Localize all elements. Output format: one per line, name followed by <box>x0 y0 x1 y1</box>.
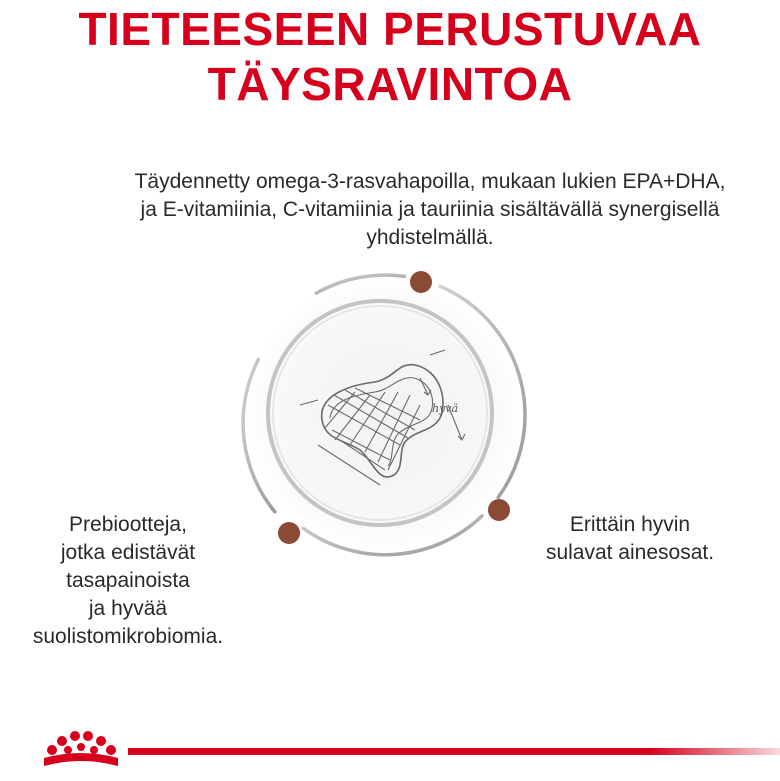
benefit-left-line-1: Prebiootteja, <box>69 513 187 536</box>
title-line-1: TIETEESEEN PERUSTUVAA <box>78 3 702 55</box>
benefit-dot-top <box>410 271 432 293</box>
benefit-top-line-2: ja E-vitamiinia, C-vitamiinia ja tauriinia sisältävällä synergisellä <box>140 198 720 221</box>
benefit-left-line-3: tasapainoista <box>66 569 190 592</box>
benefit-right-line-2: sulavat ainesosat. <box>545 541 715 564</box>
benefit-right-line-1: Erittäin hyvin <box>569 513 691 536</box>
benefit-left-line-2: jotka edistävät <box>60 541 196 564</box>
benefit-dot-right <box>488 499 510 521</box>
benefit-left-text <box>0 511 256 651</box>
benefit-top-line-3: yhdistelmällä. <box>366 226 494 249</box>
benefit-left-line-4: ja hyvää <box>88 597 168 620</box>
sketch-handwriting: hyvä <box>432 402 459 415</box>
footer-red-bar <box>128 748 780 755</box>
benefit-left-line-5: suolistomikrobiomia. <box>32 625 224 648</box>
title-line-2: TÄYSRAVINTOA <box>207 58 573 110</box>
benefit-dot-left <box>278 522 300 544</box>
benefit-right-text <box>525 511 735 567</box>
crown-logo-icon <box>44 731 118 766</box>
benefit-top-line-1: Täydennetty omega-3-rasvahapoilla, mukaan lukien EPA+DHA, <box>134 170 726 193</box>
